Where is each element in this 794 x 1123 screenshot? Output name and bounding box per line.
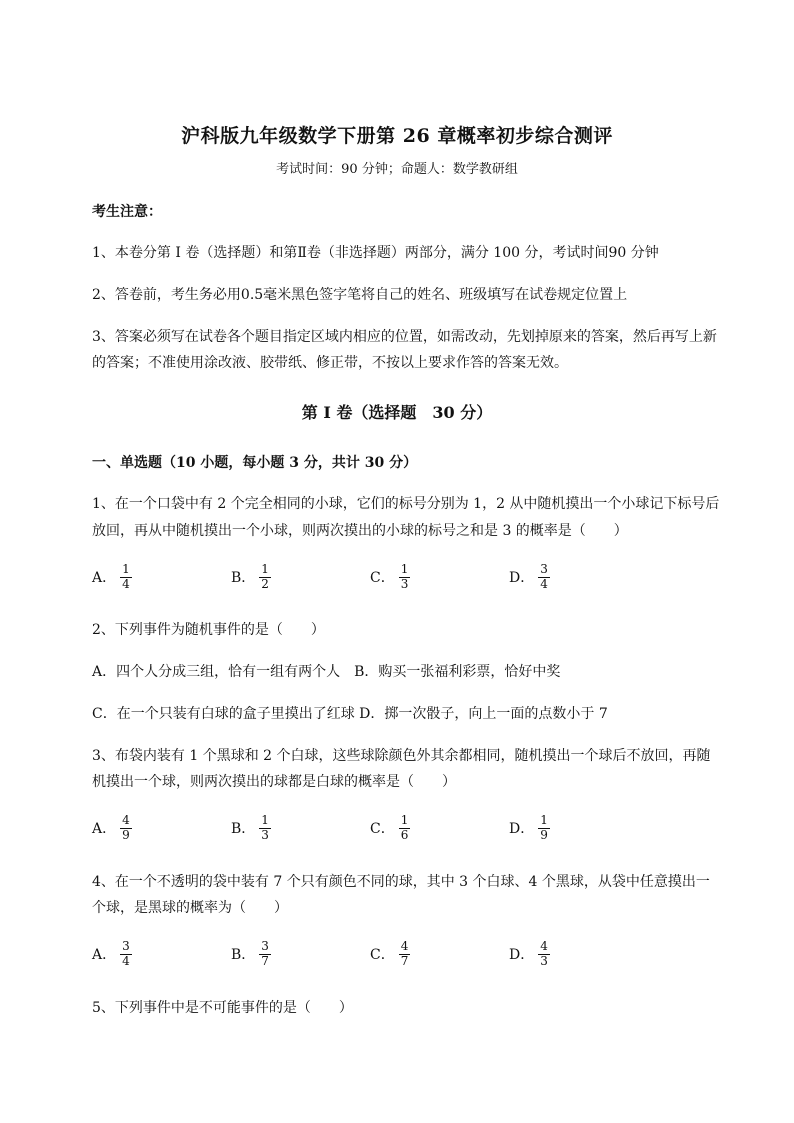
notice-item-3-line-2: 的答案；不准使用涂改液、胶带纸、修正带，不按以上要求作答的答案无效。 [92,355,568,371]
option-label: C． [370,947,395,964]
question-1-option-d [509,563,550,592]
exam-info: 考试时间：90 分钟；命题人：数学教研组 [276,162,518,177]
denominator: 9 [540,827,548,842]
fraction [120,940,132,969]
denominator: 3 [540,953,548,968]
denominator: 6 [400,827,409,842]
option-label: A． [92,821,117,838]
numerator: 3 [122,939,130,953]
option-label: C． [370,821,395,838]
question-2-line-1: 2、下列事件为随机事件的是（ ） [92,622,325,638]
section-title: 第 I 卷（选择题 30 分） [301,403,493,422]
question-4-option-b [231,940,271,969]
part-heading: 一、单选题（10 小题，每小题 3 分，共计 30 分） [92,455,418,471]
question-3-option-b [231,814,271,843]
denominator: 7 [400,953,409,968]
question-2-options-ab: A．四个人分成三组，恰有一组有两个人 B．购买一张福利彩票，恰好中奖 [92,664,561,680]
notice-item-3-line-1: 3、答案必须写在试卷各个题目指定区域内相应的位置，如需改动，先划掉原来的答案，然后再写上新 [92,329,717,345]
numerator: 3 [540,562,548,576]
fraction [538,563,550,592]
numerator: 4 [122,813,130,827]
option-label: D． [509,570,535,587]
notice-item-1: 1、本卷分第 I 卷（选择题）和第Ⅱ卷（非选择题）两部分，满分 100 分，考试时间90 分钟 [92,245,659,261]
option-label: B． [231,821,256,838]
question-4-line-1: 4、在一个不透明的袋中装有 7 个只有颜色不同的球，其中 3 个白球、4 个黑球，从袋中任意摸出一 [92,874,710,890]
question-4-option-a [92,940,132,969]
page-title: 沪科版九年级数学下册第 26 章概率初步综合测评 [181,125,613,147]
option-label: D． [509,821,535,838]
numerator: 1 [400,562,409,576]
notice-item-2: 2、答卷前，考生务必用0.5毫米黑色签字笔将自己的姓名、班级填写在试卷规定位置上 [92,287,628,303]
question-1-option-a [92,563,132,592]
question-2-options-cd: C．在一个只装有白球的盒子里摸出了红球 D．掷一次骰子，向上一面的点数小于 7 [92,706,608,722]
fraction [538,814,550,843]
denominator: 2 [261,576,269,591]
question-3-option-c [370,814,410,843]
denominator: 3 [400,576,409,591]
denominator: 4 [122,953,130,968]
question-3-line-1: 3、布袋内装有 1 个黑球和 2 个白球，这些球除颜色外其余都相同，随机摸出一个球后不放回，再随 [92,748,711,764]
numerator: 4 [400,939,409,953]
question-5-line-1: 5、下列事件中是不可能事件的是（ ） [92,1000,353,1016]
fraction [399,563,411,592]
numerator: 1 [261,562,269,576]
option-label: B． [231,947,256,964]
question-4-line-2: 个球，是黑球的概率为（ ） [92,900,288,916]
option-label: A． [92,947,117,964]
fraction [259,814,271,843]
question-3-line-2: 机摸出一个球，则两次摸出的球都是白球的概率是（ ） [92,774,456,790]
numerator: 1 [261,813,269,827]
question-3-option-d [509,814,550,843]
option-label: B． [231,570,256,587]
question-1-line-1: 1、在一个口袋中有 2 个完全相同的小球，它们的标号分别为 1，2 从中随机摸出一个小球记下标号后 [92,496,720,512]
notice-heading: 考生注意： [92,204,162,220]
denominator: 3 [261,827,269,842]
numerator: 1 [540,813,548,827]
question-3-option-a [92,814,132,843]
numerator: 3 [261,939,269,953]
option-label: D． [509,947,535,964]
question-1-option-c [370,563,410,592]
fraction [538,940,550,969]
fraction [399,940,411,969]
fraction [399,814,411,843]
question-1-option-b [231,563,271,592]
numerator: 1 [400,813,409,827]
numerator: 4 [540,939,548,953]
fraction [120,563,132,592]
denominator: 4 [122,576,130,591]
numerator: 1 [122,562,130,576]
question-4-option-c [370,940,410,969]
denominator: 9 [122,827,130,842]
option-label: C． [370,570,395,587]
option-label: A． [92,570,117,587]
question-1-line-2: 放回，再从中随机摸出一个小球，则两次摸出的小球的标号之和是 3 的概率是（ ） [92,523,628,539]
fraction [259,940,271,969]
denominator: 4 [540,576,548,591]
fraction [259,563,271,592]
question-4-option-d [509,940,550,969]
denominator: 7 [261,953,269,968]
fraction [120,814,132,843]
